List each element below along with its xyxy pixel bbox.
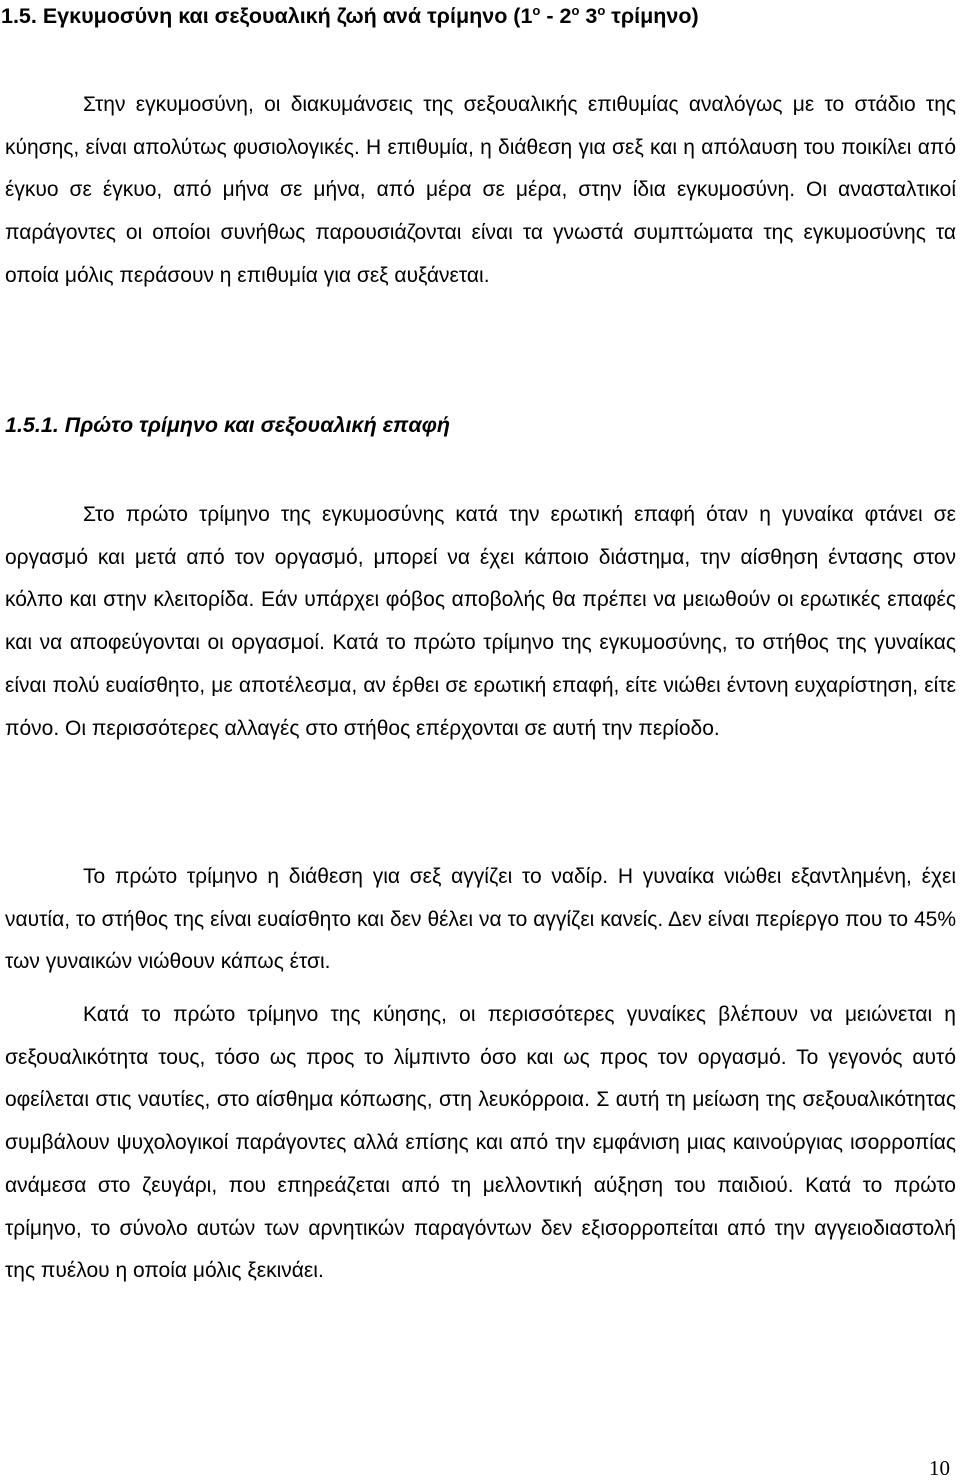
intro-paragraph: Στην εγκυμοσύνη, οι διακυμάνσεις της σεξουαλικής επιθυμίας αναλόγως με το στάδιο της κύησης, είναι απολύτως φυσιολογικές. Η επιθυμία, η διάθεση για σεξ και η απόλαυση του ποικίλει από έγκυο σε έγκυο, από μήνα σε μήνα, από μέρα σε μέρα, στην ίδια εγκυμοσύνη. Οι ανασταλτικοί παράγοντες οι οποίοι συνήθως παρουσιάζονται είναι τα γνωστά συμπτώματα της εγκυμοσύνης τα οποία μόλις περάσουν η επιθυμία για σεξ αυξάνεται. <box>5 93 956 287</box>
section-heading-text: 3 <box>579 4 598 28</box>
body-paragraph: Κατά το πρώτο τρίμηνο της κύησης, οι περισσότερες γυναίκες βλέπουν να μειώνεται η σεξουαλικότητα τους, τόσο ως προς το λίμπιντο όσο και ως προς τον οργασμό. Το γεγονός αυτό οφείλεται στις ναυτίες, στο αίσθημα κόπωσης, στη λευκόρροια. Σ αυτή τη μείωση της σεξουαλικότητας συμβάλουν ψυχολογικοί παράγοντες αλλά επίσης και από την εμφάνιση μιας καινούργιας ισορροπίας ανάμεσα στο ζευγάρι, που επηρεάζεται από τη μελλοντική αύξηση του παιδιού. Κατά το πρώτο τρίμηνο, το σύνολο αυτών των αρνητικών παραγόντων δεν εξισορροπείται από την αγγειοδιαστολή της πυέλου η οποία μόλις ξεκινάει. <box>5 1003 956 1283</box>
section-heading <box>1 2 699 30</box>
body-paragraph: Το πρώτο τρίμηνο η διάθεση για σεξ αγγίζει το ναδίρ. Η γυναίκα νιώθει εξαντλημένη, έχει ναυτία, το στήθος της είναι ευαίσθητο και δεν θέλει να το αγγίζει κανείς. Δεν είναι περίεργο που το 45% των γυναικών νιώθουν κάπως έτσι. <box>5 865 956 974</box>
ordinal-superscript: ο <box>597 2 606 18</box>
ordinal-superscript: ο <box>532 2 541 18</box>
ordinal-superscript: ο <box>571 2 580 18</box>
section-heading-text: 1.5. Εγκυμοσύνη και σεξουαλική ζωή ανά τρίμηνο (1 <box>1 4 533 28</box>
subsection-heading: 1.5.1. Πρώτο τρίμηνο και σεξουαλική επαφή <box>5 413 450 437</box>
section-heading-text: - 2 <box>540 4 572 28</box>
page-number: 10 <box>929 1456 950 1480</box>
section-heading-text: τρίμηνο) <box>605 4 699 28</box>
body-paragraph: Στο πρώτο τρίμηνο της εγκυμοσύνης κατά την ερωτική επαφή όταν η γυναίκα φτάνει σε οργασμό και μετά από τον οργασμό, μπορεί να έχει κάποιο διάστημα, την αίσθηση έντασης στον κόλπο και στην κλειτορίδα. Εάν υπάρχει φόβος αποβολής θα πρέπει να μειωθούν οι ερωτικές επαφές και να αποφεύγονται οι οργασμοί. Κατά το πρώτο τρίμηνο της εγκυμοσύνης, το στήθος της γυναίκας είναι πολύ ευαίσθητο, με αποτέλεσμα, αν έρθει σε ερωτική επαφή, είτε νιώθει έντονη ευχαρίστηση, είτε πόνο. Οι περισσότερες αλλαγές στο στήθος επέρχονται σε αυτή την περίοδο. <box>5 503 956 740</box>
